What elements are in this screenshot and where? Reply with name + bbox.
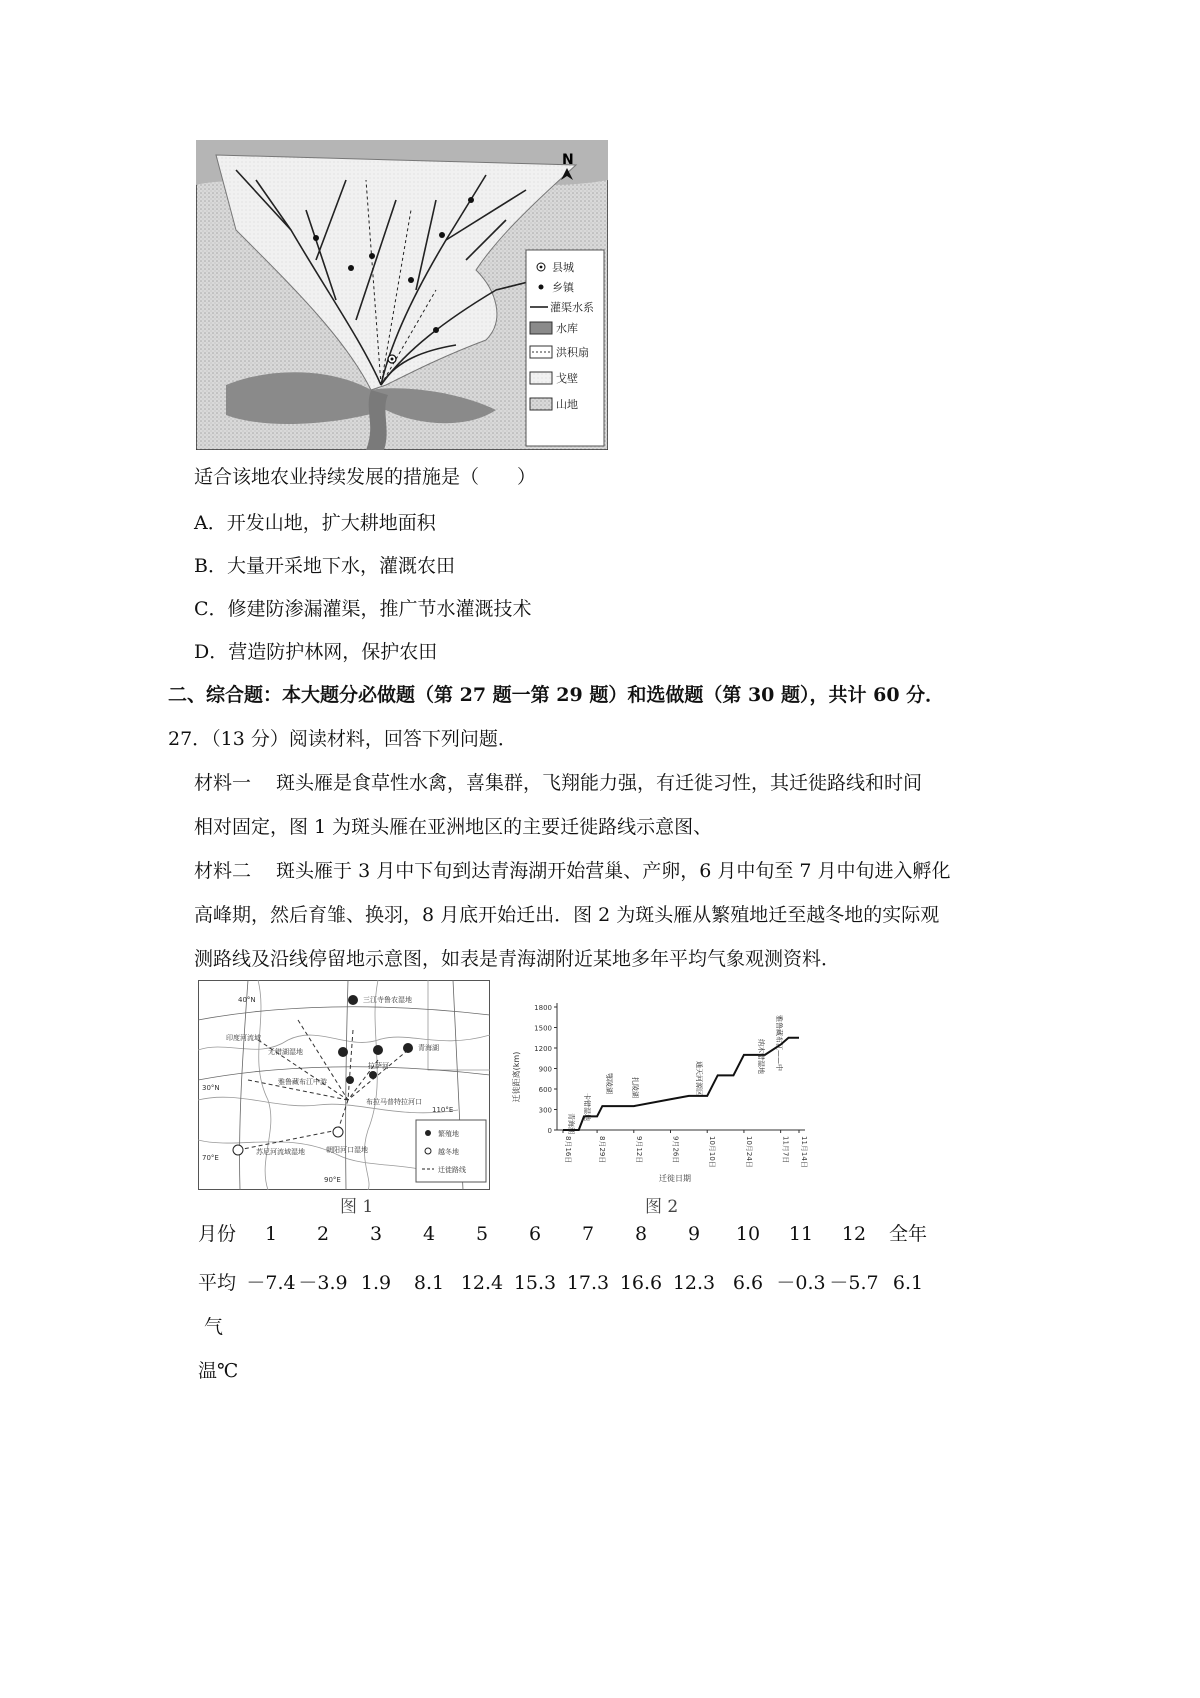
- table-temp-cell: 16.6: [619, 1272, 663, 1294]
- x-tick-label: 10月24日: [744, 1136, 753, 1168]
- option-a-letter: A．: [194, 512, 227, 534]
- x-tick-label: 10月10日: [708, 1136, 717, 1168]
- option-c[interactable]: [194, 597, 532, 621]
- stop-label: 鄂陵湖: [605, 1073, 613, 1094]
- table-temp-cell: 12.3: [672, 1272, 716, 1294]
- option-d-letter: D．: [194, 641, 229, 663]
- table-month-cell: 6: [528, 1223, 542, 1245]
- place-label: 拉萨河: [368, 1062, 389, 1070]
- migration-map-figure: [198, 980, 490, 1190]
- legend-breeding: 繁殖地: [438, 1130, 459, 1138]
- table-month-cell: 1: [264, 1223, 278, 1245]
- x-tick-label: 8月29日: [598, 1136, 607, 1164]
- x-tick-label: 8月16日: [564, 1136, 572, 1164]
- x-tick-label: 9月26日: [671, 1136, 680, 1164]
- material-1-line-1: 材料一 斑头雁是食草性水禽，喜集群，飞翔能力强，有迁徙习性，其迁徙路线和时间: [194, 772, 923, 794]
- table-temp-cell: －0.3: [776, 1272, 826, 1294]
- legend-wintering: 越冬地: [438, 1148, 459, 1156]
- x-ticks: [563, 1130, 808, 1168]
- chart-axes: [557, 1003, 805, 1130]
- legend-route: 迁徙路线: [438, 1166, 466, 1174]
- table-month-cell: 10: [735, 1223, 761, 1245]
- table-temp-cell: －5.7: [829, 1272, 879, 1294]
- y-tick-label: 1800: [534, 1004, 552, 1012]
- table-month-cell: 9: [687, 1223, 701, 1245]
- option-d[interactable]: [194, 640, 437, 664]
- y-tick-label: 600: [538, 1086, 552, 1094]
- material-1-line-2: 相对固定，图 1 为斑头雁在亚洲地区的主要迁徙路线示意图、: [194, 816, 713, 838]
- y-tick-label: 1500: [534, 1024, 552, 1033]
- place-label: 朝阳河口湿地: [326, 1146, 368, 1154]
- place-label: 雅鲁藏布江中游: [278, 1078, 327, 1086]
- option-b-letter: B．: [194, 555, 227, 577]
- legend-canal: 灌渠水系: [550, 301, 594, 314]
- material-2-line-2: 高峰期，然后育雏、换羽，8 月底开始迁出．图 2 为斑头雁从繁殖地迁至越冬地的实际观: [194, 904, 940, 926]
- table-month-cell: 12: [841, 1223, 867, 1245]
- table-month-cell: 7: [581, 1223, 595, 1245]
- y-ticks: [534, 1004, 557, 1135]
- table-month-cell: 8: [634, 1223, 648, 1245]
- stop-label: 雅鲁藏布江——中: [775, 1015, 783, 1071]
- table-header-temp-line-3: 温℃: [198, 1360, 239, 1382]
- table-temp-cell: 17.3: [566, 1272, 610, 1294]
- y-tick-label: 0: [547, 1127, 552, 1135]
- table-temp-cell: －3.9: [298, 1272, 348, 1294]
- table-temp-cell: 6.1: [892, 1272, 924, 1294]
- table-header-temp-line-2: 气: [204, 1316, 224, 1338]
- legend-county: 县城: [552, 261, 574, 274]
- x-tick-label: 9月12日: [634, 1136, 643, 1164]
- y-tick-label: 300: [538, 1106, 552, 1115]
- table-month-cell: 11: [788, 1223, 814, 1245]
- x-tick-label: 11月14日: [800, 1136, 808, 1168]
- option-b[interactable]: [194, 554, 455, 578]
- table-temp-cell: 8.1: [413, 1272, 445, 1294]
- lon-label: 70°E: [202, 1154, 219, 1162]
- table-temp-cell: 12.4: [460, 1272, 504, 1294]
- question-27-stem: 27．（13 分）阅读材料，回答下列问题．: [168, 728, 517, 750]
- table-temp-cell: 6.6: [732, 1272, 764, 1294]
- migration-chart-figure: [505, 995, 815, 1185]
- option-a-text: 开发山地，扩大耕地面积: [226, 512, 436, 534]
- option-c-letter: C．: [194, 598, 228, 620]
- stop-label: 卡错湿地: [583, 1093, 591, 1121]
- figure2-caption: 图 2: [645, 1197, 679, 1217]
- fan-map: [196, 140, 608, 450]
- x-axis-label: 迁徙日期: [659, 1174, 691, 1183]
- lat-label: 40°N: [238, 996, 256, 1004]
- migration-map: [198, 980, 490, 1190]
- table-month-cell: 2: [316, 1223, 330, 1245]
- place-label: 无错湖湿地: [268, 1048, 303, 1056]
- table-month-cell: 全年: [888, 1223, 927, 1245]
- place-label: 印度河流域: [226, 1034, 261, 1042]
- section-2-heading: 二、综合题：本大题分必做题（第 27 题一第 29 题）和选做题（第 30 题），共计 60 分．: [168, 684, 945, 706]
- option-c-text: 修建防渗漏灌渠，推广节水灌溉技术: [227, 598, 532, 620]
- stop-label: 扎陵湖: [631, 1077, 639, 1098]
- legend-gobi: 戈壁: [556, 372, 578, 385]
- place-label: 布拉马普特拉河口: [366, 1098, 422, 1106]
- table-header-temp-line-1: 平均: [198, 1272, 237, 1294]
- table-month-cell: 3: [369, 1223, 383, 1245]
- option-b-text: 大量开采地下水，灌溉农田: [226, 555, 455, 577]
- legend-reservoir: 水库: [556, 322, 578, 335]
- place-label: 三江寺鲁农湿地: [363, 996, 412, 1004]
- place-label: 青海湖: [418, 1044, 439, 1052]
- question-26-stem: 适合该地农业持续发展的措施是（ ）: [194, 466, 537, 488]
- stop-label: 通天河源区: [695, 1061, 703, 1096]
- table-temp-cell: 1.9: [360, 1272, 392, 1294]
- legend-fan: 洪积扇: [556, 346, 589, 359]
- stop-label: 青海湖: [567, 1113, 575, 1134]
- lon-label: 90°E: [324, 1176, 341, 1184]
- fan-map-figure: [196, 140, 608, 450]
- material-2-line-1: 材料二 斑头雁于 3 月中下旬到达青海湖开始营巢、产卵，6 月中旬至 7 月中旬进入孵化: [194, 860, 951, 882]
- stop-labels: [567, 1015, 784, 1134]
- table-temp-cell: 15.3: [513, 1272, 557, 1294]
- table-header-month: 月份: [198, 1223, 237, 1245]
- migration-distance-chart: [505, 995, 815, 1185]
- option-d-text: 营造防护林网，保护农田: [228, 641, 438, 663]
- lon-label: 110°E: [432, 1106, 454, 1114]
- legend-town: 乡镇: [552, 281, 574, 294]
- y-tick-label: 1200: [534, 1045, 552, 1053]
- y-axis-label: 迁徙距离(km): [512, 1051, 521, 1103]
- table-month-cell: 5: [475, 1223, 489, 1245]
- lat-label: 30°N: [202, 1084, 220, 1092]
- option-a[interactable]: [194, 511, 436, 535]
- place-label: 苏尼河流域湿地: [256, 1148, 305, 1156]
- x-tick-label: 11月7日: [781, 1136, 790, 1164]
- stop-label: 纳木错湿地: [757, 1039, 765, 1074]
- table-month-cell: 4: [422, 1223, 436, 1245]
- legend-mountain: 山地: [556, 398, 578, 411]
- table-temp-cell: －7.4: [246, 1272, 296, 1294]
- material-2-line-3: 测路线及沿线停留地示意图，如表是青海湖附近某地多年平均气象观测资料．: [194, 948, 841, 970]
- y-tick-label: 900: [538, 1065, 552, 1074]
- figure1-caption: 图 1: [340, 1197, 374, 1217]
- north-label: N: [562, 152, 574, 168]
